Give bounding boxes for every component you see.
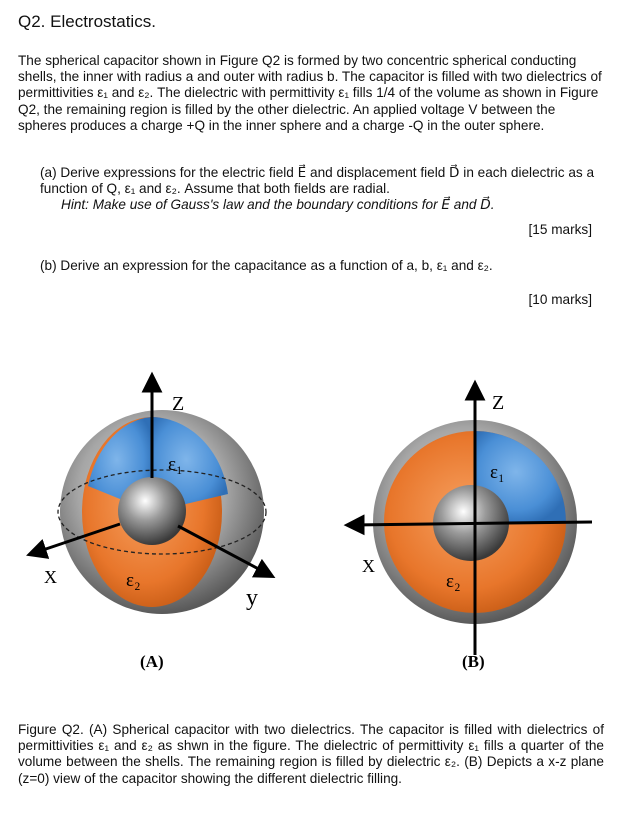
panel-a-y-label: y (246, 585, 258, 611)
part-b-text: Derive an expression for the capacitance as a function of a, b, ε₁ and ε₂. (60, 258, 493, 273)
panel-b-epsilon1-label: ε₁ (490, 462, 505, 483)
part-b-marks: [10 marks] (528, 292, 592, 307)
panel-a-x-label: X (44, 567, 57, 587)
part-a-hint: Hint: Make use of Gauss's law and the boundary conditions for E⃗ and D⃗. (61, 197, 495, 213)
panel-a-epsilon1-label: ε₁ (168, 454, 183, 475)
part-a-marks: [15 marks] (528, 222, 592, 237)
panel-b-diagram (352, 388, 592, 671)
panel-a-inner-sphere (118, 477, 186, 545)
panel-a-epsilon2-label: ε₂ (126, 570, 141, 591)
panel-a-diagram (34, 380, 268, 671)
figure-caption: Figure Q2. (A) Spherical capacitor with two dielectrics. The capacitor is filled with dielectrics of permittivities ε₁ and ε₂ as shwn in the figure. The dielectric of permittivity ε₁ fills a quarter of the volume between the shells. The remaining region is filled by dielectric ε₂. (B) Depicts a x-z plane (z=0) view of the capacitor showing the different dielectric filling. (18, 722, 604, 786)
part-a-text: Derive expressions for the electric field E⃗ and displacement field D⃗ in each dielectric as a function of Q, ε₁ and ε₂. Assume that both fields are radial. (40, 165, 595, 197)
question-intro: The spherical capacitor shown in Figure Q2 is formed by two concentric spherical conducting shells, the inner with radius a and outer with radius b. The capacitor is filled with two dielectrics of permittivities ε₁ and ε₂. The dielectric with permittivity ε₁ fills 1/4 of the volume as shown in Figure Q2, the remaining region is filled by the other dielectric. An applied voltage V between the spheres produces a charge +Q in the inner sphere and a charge -Q in the outer sphere. (18, 53, 602, 133)
figure-q2 (0, 360, 640, 690)
panel-b-epsilon2-label: ε₂ (446, 571, 461, 592)
panel-b-x-label: X (362, 556, 375, 576)
part-b (40, 258, 600, 274)
question-heading: Q2. Electrostatics. (18, 12, 156, 31)
part-a (40, 165, 600, 214)
panel-a-caption-label: (A) (140, 652, 164, 671)
panel-a-z-label: Z (172, 393, 185, 415)
panel-b-caption-label: (B) (462, 652, 485, 671)
part-b-label: (b) (40, 258, 57, 273)
part-a-label: (a) (40, 165, 57, 180)
panel-b-z-label: Z (492, 392, 505, 414)
